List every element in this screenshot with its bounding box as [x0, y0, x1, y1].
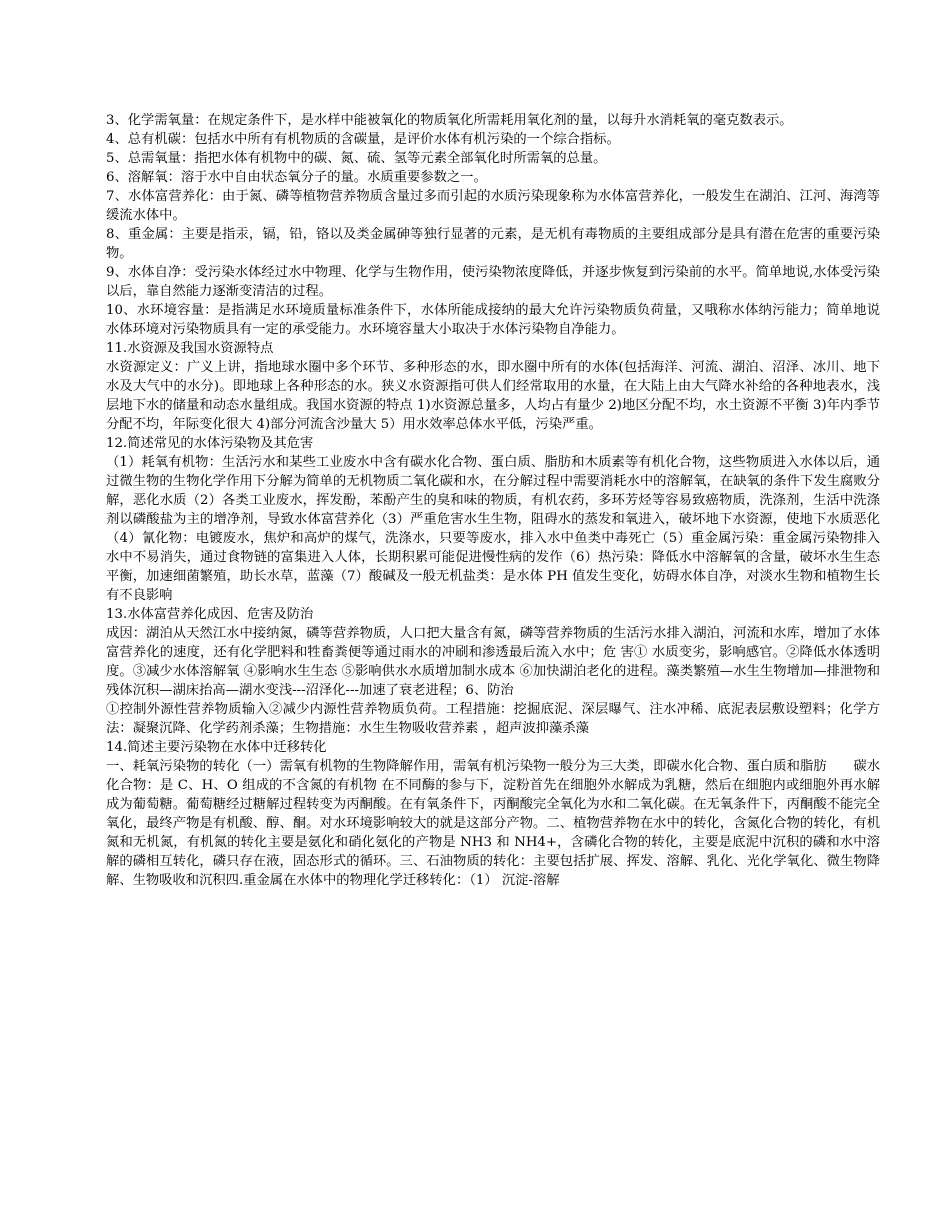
section-heading-12: 12.简述常见的水体污染物及其危害: [106, 436, 314, 451]
section-body-11: 水资源定义：广义上讲，指地球水圈中多个环节、多种形态的水，即水圈中所有的水体(包括海洋、河流、湖泊、沼泽、冰川、地下水及大气中的水分)。即地球上各种形态的水。狭义水资源指可供人们经常取用的水量，在大陆上由大气降水补给的各种地表水，浅层地下水的储量和动态水量组成。我国水资源的特点 1)水资源总量多，人均占有量少 2)地区分配不均，水土资源不平衡 3)年内季节分配不均，年际变化很大 4)部分河流含沙量大 5）用水效率总体水平低，污染严重。: [106, 360, 880, 432]
definition-toc: 4、总有机碳：包括水中所有有机物质的含碳量，是评价水体有机污染的一个综合指标。: [106, 132, 620, 147]
definition-heavy-metals: 8、重金属：主要是指汞，镉，铅，铬以及类金属砷等独行显著的元素，是无机有毒物质的主要组成部分是具有潜在危害的重要污染物。: [106, 227, 880, 261]
definition-eutrophication: 7、水体富营养化：由于氮、磷等植物营养物质含量过多而引起的水质污染现象称为水体富营养化，一般发生在湖泊、江河、海湾等缓流水体中。: [106, 189, 880, 223]
definition-tod: 5、总需氧量：指把水体有机物中的碳、氮、硫、氢等元素全部氧化时所需氧的总量。: [106, 151, 607, 166]
section-heading-14: 14.简述主要污染物在水体中迁移转化: [106, 740, 327, 755]
section-heading-11: 11.水资源及我国水资源特点: [106, 341, 274, 356]
section-body-13-causes: 成因：湖泊从天然江水中接纳氮，磷等营养物质，人口把大量含有氮，磷等营养物质的生活污水排入湖泊，河流和水库，增加了水体富营养化的速度，还有化学肥料和牲畜粪便等通过雨水的冲刷和渗透最后流入水中；危 害① 水质变劣，影响感官。②降低水体透明度。③减少水体溶解氧 ④影响水生生态 ⑤影响供水水质增加制水成本 ⑥加快湖泊老化的进程。藻类繁殖—水生生物增加—排泄物和残体沉积—湖床抬高—湖水变浅---沼泽化---加速了衰老进程；6、防治: [106, 626, 880, 698]
definition-self-purification: 9、水体自净：受污染水体经过水中物理、化学与生物作用，使污染物浓度降低，并逐步恢复到污染前的水平。简单地说,水体受污染以后，靠自然能力逐渐变清洁的过程。: [106, 265, 880, 299]
document-page: [106, 111, 880, 890]
definition-cod: 3、化学需氧量：在规定条件下，是水样中能被氧化的物质氧化所需耗用氧化剂的量，以每升水消耗氧的毫克数表示。: [106, 113, 793, 128]
section-heading-13: 13.水体富营养化成因、危害及防治: [106, 607, 314, 622]
section-body-14: 一、耗氧污染物的转化（一）需氧有机物的生物降解作用，需氧有机污染物一般分为三大类，即碳水化合物、蛋白质和脂肪 碳水化合物：是 C、H、O 组成的不含氮的有机物 在不同酶的参与下，淀粉首先在细胞外水解成为乳糖，然后在细胞内或细胞外再水解成为葡萄糖。葡萄糖经过糖解过程转变为丙酮酸。在有氧条件下，丙酮酸完全氧化为水和二氧化碳。在无氧条件下，丙酮酸不能完全氧化，最终产物是有机酸、醇、酮。对水环境影响较大的就是这部分产物。二、植物营养物在水中的转化，含氮化合物的转化，有机氮和无机氮，有机氮的转化主要是氨化和硝化氨化的产物是 NH3 和 NH4+，含磷化合物的转化，主要是底泥中沉积的磷和水中溶解的磷相互转化，磷只存在液，固态形式的循环。三、石油物质的转化：主要包括扩展、挥发、溶解、乳化、光化学氧化、微生物降解、生物吸收和沉积四.重金属在水体中的物理化学迁移转化：（1） 沉淀-溶解: [106, 759, 880, 888]
definition-dissolved-oxygen: 6、溶解氧：溶于水中自由状态氧分子的量。水质重要参数之一。: [106, 170, 487, 185]
section-body-13-prevention: ①控制外源性营养物质输入②减少内源性营养物质负荷。工程措施：挖掘底泥、深层曝气、注水冲稀、底泥表层敷设塑料；化学方法：凝聚沉降、化学药剂杀藻；生物措施：水生生物吸收营养素 ，超声波抑藻杀藻: [106, 702, 880, 736]
section-body-12: （1）耗氧有机物：生活污水和某些工业废水中含有碳水化合物、蛋白质、脂肪和木质素等有机化合物，这些物质进入水体以后，通过微生物的生物化学作用下分解为简单的无机物质二氧化碳和水，在分解过程中需要消耗水中的溶解氧，在缺氧的条件下发生腐败分解，恶化水质（2）各类工业废水，挥发酚，苯酚产生的臭和味的物质，有机农药，多环芳烃等容易致癌物质，洗涤剂，生活中洗涤剂以磷酸盐为主的增净剂，导致水体富营养化（3）严重危害水生生物，阻碍水的蒸发和氧进入，破坏地下水资源，使地下水质恶化（4）氰化物：电镀废水，焦炉和高炉的煤气，洗涤水，只要等废水，排入水中鱼类中毒死亡（5）重金属污染：重金属污染物排入水中不易消失，通过食物链的富集进入人体，长期积累可能促进慢性病的发作（6）热污染：降低水中溶解氧的含量，破坏水生生态平衡，加速细菌繁殖，助长水草，蓝藻（7）酸碱及一般无机盐类：是水体 PH 值发生变化，妨碍水体自净，对淡水生物和植物生长有不良影响: [106, 455, 880, 603]
definition-environmental-capacity: 10、水环境容量：是指满足水环境质量标准条件下，水体所能成接纳的最大允许污染物质负荷量，又哦称水体纳污能力；简单地说水体环境对污染物质具有一定的承受能力。水环境容量大小取决于水体污染物自净能力。: [106, 303, 880, 337]
